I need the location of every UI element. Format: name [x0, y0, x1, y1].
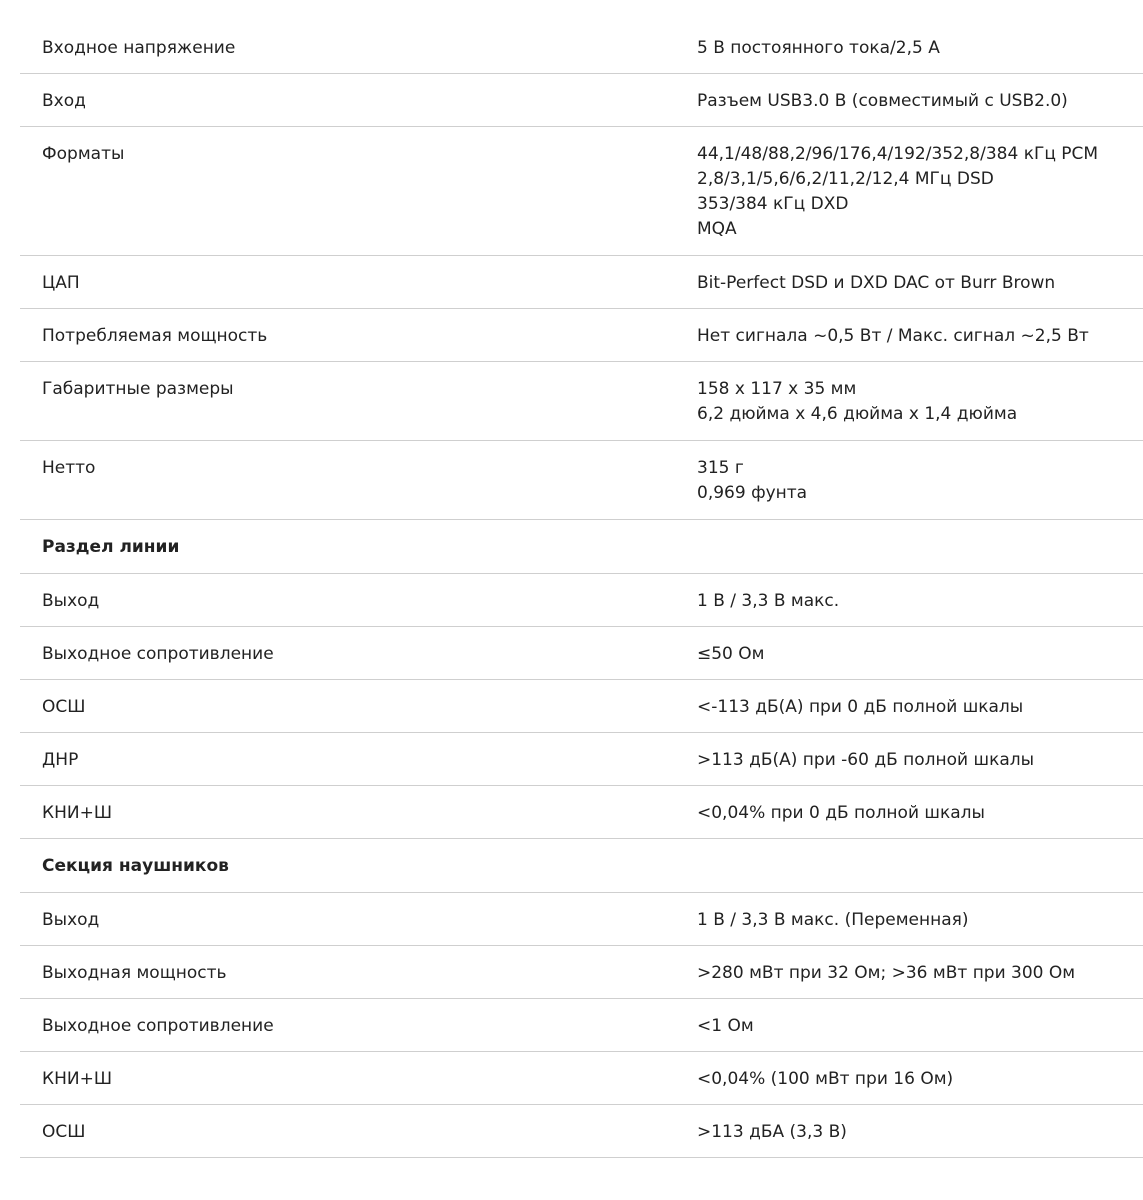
spec-value [697, 271, 1143, 295]
spec-label: КНИ+Ш [42, 1069, 112, 1089]
spec-value [697, 961, 1143, 985]
spec-value [697, 908, 1143, 932]
spec-value [697, 854, 1143, 879]
spec-value-line: <0,04% при 0 дБ полной шкалы [697, 803, 985, 823]
spec-value [697, 642, 1143, 666]
spec-label: Выходное сопротивление [42, 644, 274, 664]
section-title: Секция наушников [42, 856, 229, 876]
spec-label: ОСШ [42, 697, 86, 717]
spec-value [697, 589, 1143, 613]
spec-value [697, 456, 1143, 506]
spec-value-line: 158 x 117 x 35 мм [697, 379, 857, 399]
spec-value-line: 2,8/3,1/5,6/6,2/11,2/12,4 МГц DSD [697, 169, 994, 189]
spec-value-line: <0,04% (100 мВт при 16 Ом) [697, 1069, 954, 1089]
spec-label: ОСШ [42, 1122, 86, 1142]
spec-value-line: 353/384 кГц DXD [697, 194, 849, 214]
spec-value-line: MQA [697, 219, 737, 239]
spec-label: Вход [42, 91, 86, 111]
spec-row [20, 627, 1143, 680]
spec-value [697, 535, 1143, 560]
spec-value-line: >113 дБА (3,3 В) [697, 1122, 847, 1142]
spec-value-line: <1 Ом [697, 1016, 754, 1036]
spec-row [20, 946, 1143, 999]
spec-value [697, 1120, 1143, 1144]
spec-row [20, 1052, 1143, 1105]
spec-row [20, 893, 1143, 946]
spec-label: Выход [42, 591, 100, 611]
spec-value-line: <-113 дБ(А) при 0 дБ полной шкалы [697, 697, 1024, 717]
spec-value [697, 1014, 1143, 1038]
section-header-row [20, 839, 1143, 893]
spec-value [697, 377, 1143, 427]
section-header-row [20, 520, 1143, 574]
spec-value-line: 44,1/48/88,2/96/176,4/192/352,8/384 кГц PCM [697, 144, 1099, 164]
spec-label: Входное напряжение [42, 38, 236, 58]
spec-row [20, 309, 1143, 362]
spec-row [20, 733, 1143, 786]
spec-value-line: 0,969 фунта [697, 483, 808, 503]
spec-row [20, 362, 1143, 441]
spec-row [20, 786, 1143, 839]
spec-table [20, 21, 1143, 1158]
spec-value-line: 1 В / 3,3 В макс. (Переменная) [697, 910, 969, 930]
spec-label: Габаритные размеры [42, 379, 234, 399]
spec-value-line: >113 дБ(А) при -60 дБ полной шкалы [697, 750, 1035, 770]
spec-label: Выход [42, 910, 100, 930]
spec-value-line: Bit-Perfect DSD и DXD DAC от Burr Brown [697, 273, 1056, 293]
spec-value [697, 142, 1143, 242]
spec-row [20, 127, 1143, 256]
spec-label: Выходная мощность [42, 963, 227, 983]
spec-value [697, 36, 1143, 60]
spec-row [20, 680, 1143, 733]
spec-value-line: ≤50 Ом [697, 644, 765, 664]
spec-row [20, 1105, 1143, 1158]
spec-row [20, 574, 1143, 627]
spec-value [697, 748, 1143, 772]
spec-label: Потребляемая мощность [42, 326, 268, 346]
spec-value [697, 801, 1143, 825]
spec-value-line: 6,2 дюйма x 4,6 дюйма x 1,4 дюйма [697, 404, 1018, 424]
spec-value-line: 1 В / 3,3 В макс. [697, 591, 840, 611]
spec-row [20, 999, 1143, 1052]
spec-value [697, 324, 1143, 348]
spec-row [20, 21, 1143, 74]
spec-value-line: 5 В постоянного тока/2,5 А [697, 38, 940, 58]
section-title: Раздел линии [42, 537, 180, 557]
spec-row [20, 441, 1143, 520]
spec-value [697, 695, 1143, 719]
spec-label: Выходное сопротивление [42, 1016, 274, 1036]
spec-label: ЦАП [42, 273, 80, 293]
spec-value [697, 1067, 1143, 1091]
spec-value-line: Разъем USB3.0 В (совместимый с USB2.0) [697, 91, 1068, 111]
spec-value-line: Нет сигнала ~0,5 Вт / Макс. сигнал ~2,5 Вт [697, 326, 1089, 346]
spec-value-line: >280 мВт при 32 Ом; >36 мВт при 300 Ом [697, 963, 1076, 983]
spec-label: Нетто [42, 458, 96, 478]
spec-value [697, 89, 1143, 113]
spec-value-line: 315 г [697, 458, 744, 478]
spec-label: ДНР [42, 750, 79, 770]
spec-row [20, 74, 1143, 127]
spec-row [20, 256, 1143, 309]
spec-label: КНИ+Ш [42, 803, 112, 823]
spec-label: Форматы [42, 144, 125, 164]
